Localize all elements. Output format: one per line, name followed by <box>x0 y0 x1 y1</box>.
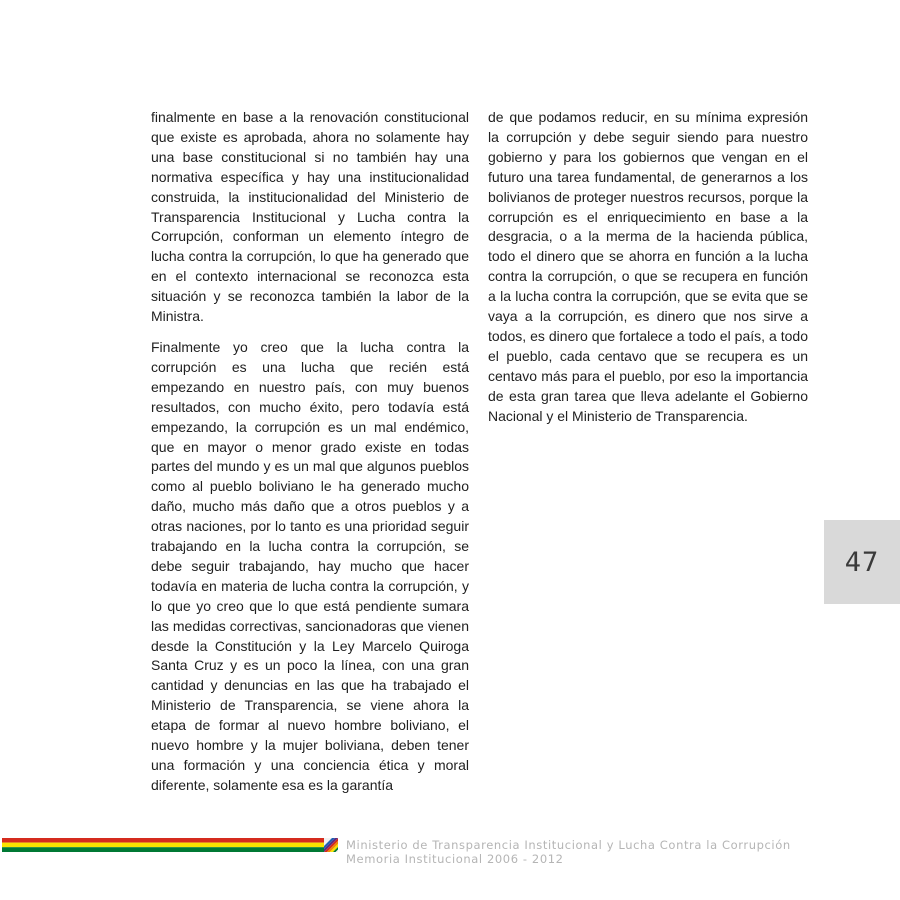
flag-yellow-stripe <box>2 843 324 848</box>
page-number: 47 <box>844 546 880 578</box>
right-text-column <box>488 108 808 427</box>
footer <box>346 838 791 866</box>
right-paragraph-1: de que podamos reducir, en su mínima expresión la corrupción y debe seguir siendo para nuestro gobierno y para los gobiernos que vengan en el futuro una tarea fundamental, de generarnos a los bolivianos de proteger nuestros recursos, porque la corrupción es el enriquecimiento en base a la desgracia, o a la merma de la hacienda pública, todo el dinero que se ahorra en función a la lucha contra la corrupción, o que se recupera en función a la lucha contra la corrupción, que se evita que se vaya a la corrupción, es dinero que nos sirve a todos, es dinero que fortalece a todo el país, a todo el pueblo, cada centavo que se recupera es un centavo más para el pueblo, por eso la importancia de esta gran tarea que lleva adelante el Gobierno Nacional y el Ministerio de Transparencia. <box>488 109 808 424</box>
wiphala-flag-icon <box>324 838 338 852</box>
left-text-column <box>151 108 469 796</box>
page-number-tab <box>824 520 900 604</box>
flag-red-stripe <box>2 838 324 843</box>
left-paragraph-1: finalmente en base a la renovación constitucional que existe es aprobada, ahora no solamente hay una base constitucional si no también hay una normativa específica y hay una institucionalidad construida, la institucionalidad del Ministerio de Transparencia Institucional y Lucha contra la Corrupción, conforman un elemento íntegro de lucha contra la corrupción, lo que ha generado que en el contexto internacional se reconozca esta situación y se reconozca también la labor de la Ministra. <box>151 109 469 325</box>
footer-report-title: Memoria Institucional 2006 - 2012 <box>346 852 564 866</box>
footer-ministry-name: Ministerio de Transparencia Institucional y Lucha Contra la Corrupción <box>346 838 791 852</box>
left-paragraph-2: Finalmente yo creo que la lucha contra la corrupción es una lucha que recién está empezando en nuestro país, con muy buenos resultados, con mucho éxito, pero todavía está empezando, la corrupción es un mal endémico, que en mayor o menor grado existe en todas partes del mundo y es un mal que algunos pueblos como al pueblo boliviano le ha generado mucho daño, mucho más daño que a otros pueblos y a otras naciones, por lo tanto es una prioridad seguir trabajando en la lucha contra la corrupción, se debe seguir trabajando, hay mucho que hacer todavía en materia de lucha contra la corrupción, y lo que yo creo que lo que está pendiente sumara las medidas correctivas, sancionadoras que vienen desde la Constitución y la Ley Marcelo Quiroga Santa Cruz y es un poco la línea, con una gran cantidad y denuncias en las que ha trabajado el Ministerio de Transparencia, se viene ahora la etapa de formar al nuevo hombre boliviano, el nuevo hombre y la mujer boliviana, deben tener una formación y una conciencia ética y moral diferente, solamente esa es la garantía <box>151 338 469 793</box>
bolivian-flag-stripes <box>2 838 338 852</box>
flag-green-stripe <box>2 847 324 852</box>
